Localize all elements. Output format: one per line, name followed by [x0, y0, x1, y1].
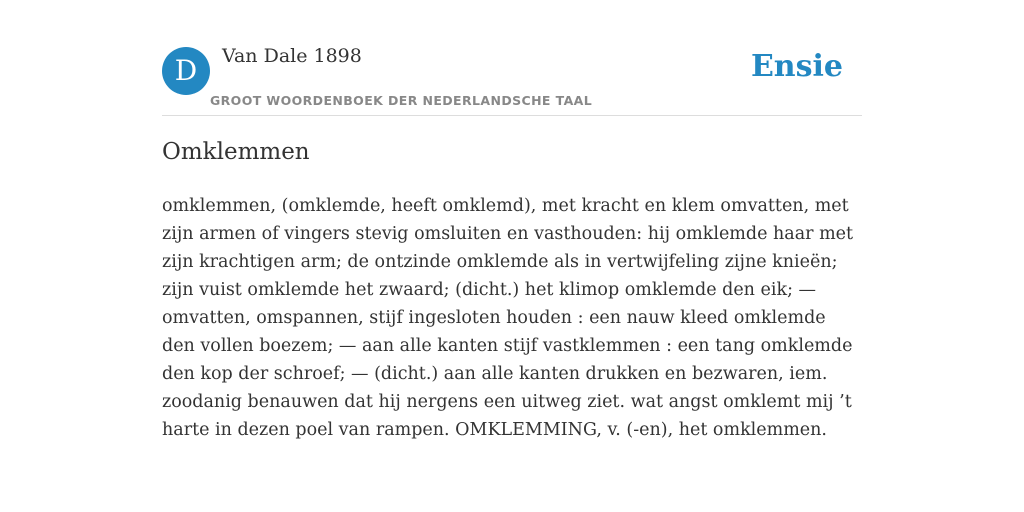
source-subtitle: GROOT WOORDENBOEK DER NEDERLANDSCHE TAAL [210, 93, 593, 108]
entry-definition: omklemmen, (omklemde, heeft omklemd), met kracht en klem omvatten, met zijn armen of vingers stevig omsluiten en vasthouden: hij omklemde haar met zijn krachtigen arm; de ontzinde omklemde als in vertwijfeling zijne knieën; zijn vuist omklemde het zwaard; (dicht.) het klimop omklemde den eik; — omvatten, omspannen, stijf ingesloten houden : een nauw kleed omklemde den vollen boezem; — aan alle kanten stijf vastklemmen : een tang omklemde den kop der schroef; — (dicht.) aan alle kanten drukken en bezwaren, iem. zoodanig benauwen dat hij nergens een uitweg ziet. wat angst omklemt mij ’t harte in dezen poel van rampen. OMKLEMMING, v. (-en), het omklemmen. [162, 196, 854, 440]
header-divider [162, 115, 862, 116]
source-avatar: D [162, 47, 210, 95]
source-title[interactable]: Van Dale 1898 [222, 45, 362, 67]
brand-logo[interactable]: Ensie [750, 49, 843, 84]
entry-card [162, 0, 862, 512]
entry-title: Omklemmen [162, 139, 310, 165]
